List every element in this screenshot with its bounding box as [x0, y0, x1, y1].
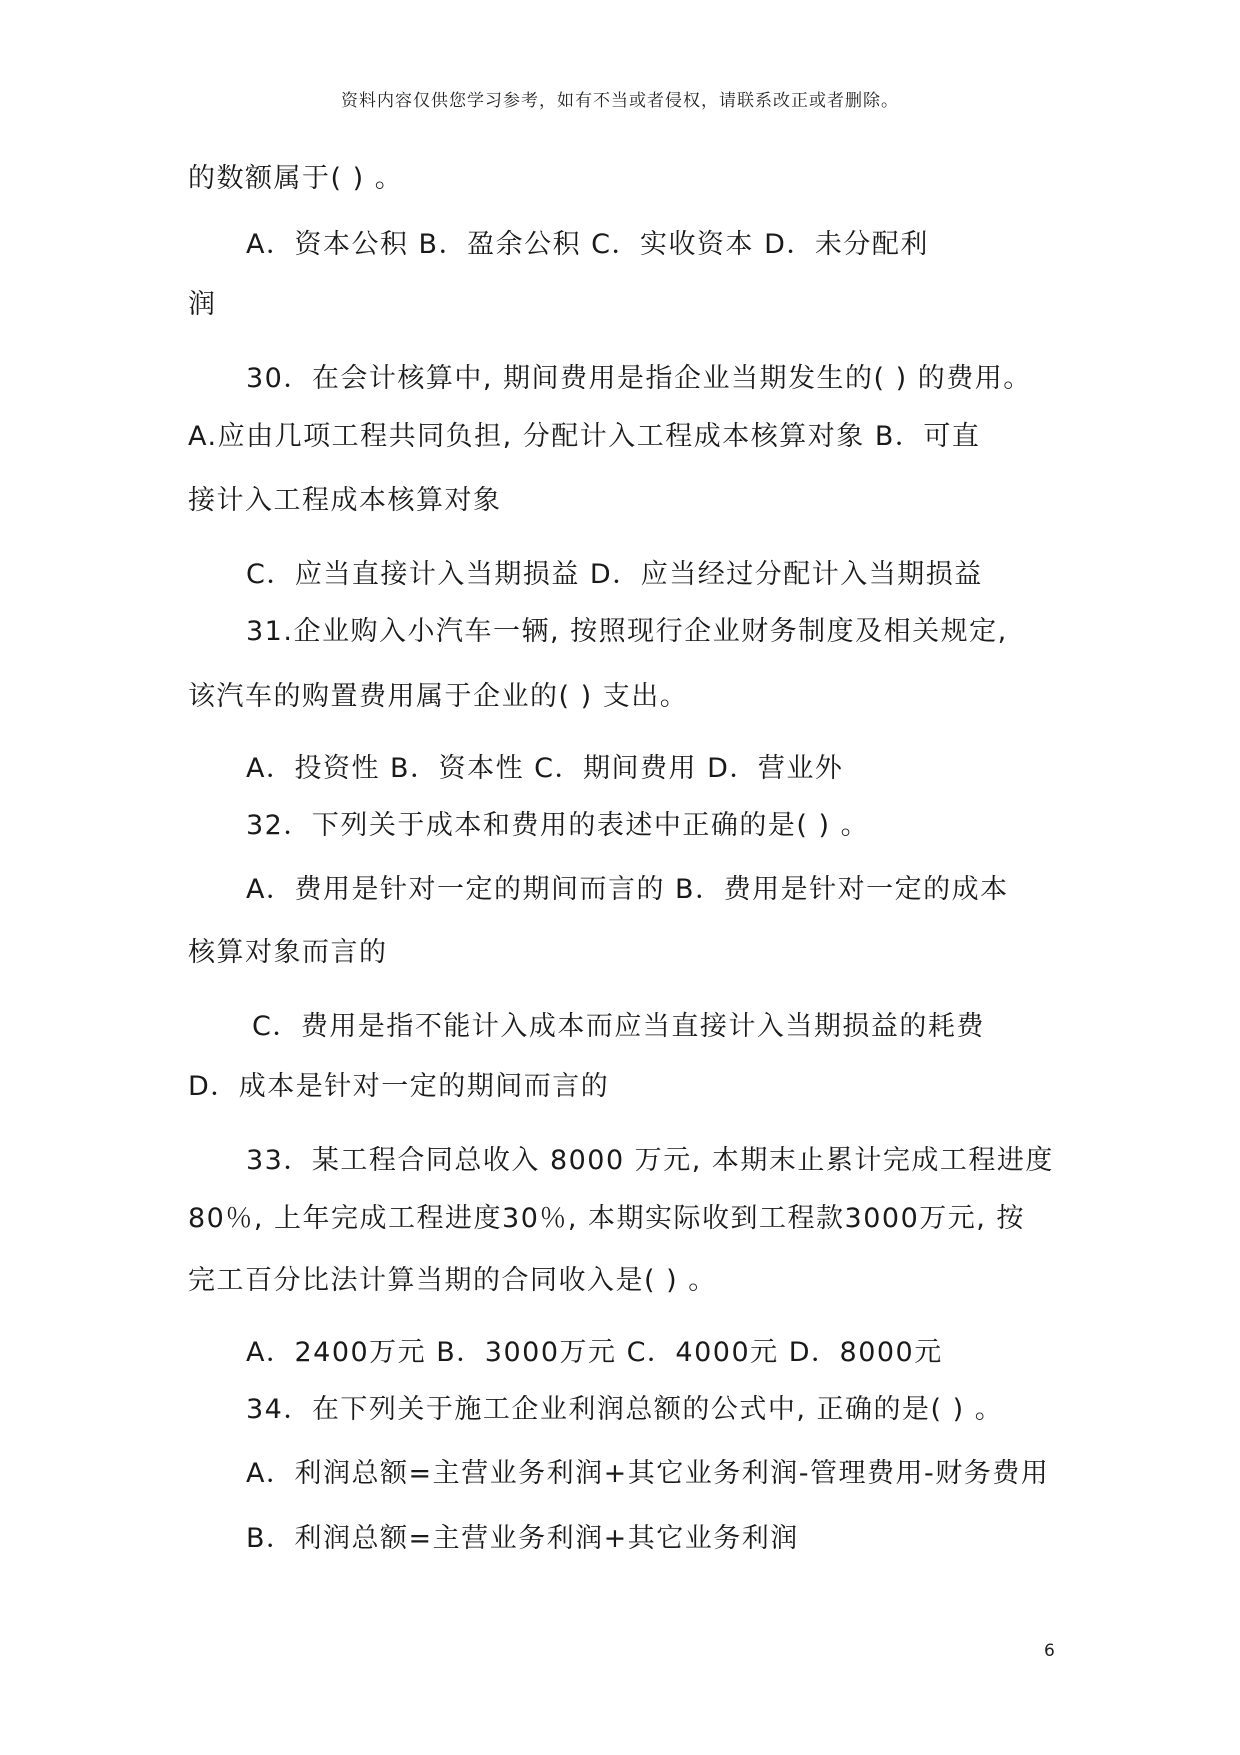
question-30-options-line1: A.应由几项工程共同负担, 分配计入工程成本核算对象 B．可直: [188, 421, 981, 452]
question-33-stem-line1: 33．某工程合同总收入 8000 万元, 本期末止累计完成工程进度: [246, 1145, 1054, 1176]
question-31-stem-line2: 该汽车的购置费用属于企业的( ) 支出。: [188, 681, 689, 712]
question-34-option-b: B．利润总额=主营业务利润+其它业务利润: [246, 1523, 799, 1554]
question-34-option-a: A．利润总额=主营业务利润+其它业务利润-管理费用-财务费用: [246, 1458, 1050, 1489]
question-32-options-line4: D．成本是针对一定的期间而言的: [188, 1071, 610, 1102]
question-29-options: A．资本公积 B．盈余公积 C．实收资本 D．未分配利: [246, 229, 929, 260]
question-33-options: A．2400万元 B．3000万元 C．4000元 D．8000元: [246, 1337, 943, 1368]
question-30-stem: 30．在会计核算中, 期间费用是指企业当期发生的( ) 的费用。: [246, 363, 1032, 394]
question-29-stem-end: 的数额属于( ) 。: [188, 163, 404, 194]
question-31-stem-line1: 31.企业购入小汽车一辆, 按照现行企业财务制度及相关规定,: [246, 616, 1008, 647]
question-33-stem-line3: 完工百分比法计算当期的合同收入是( ) 。: [188, 1265, 717, 1296]
question-32-options-line3: C．费用是指不能计入成本而应当直接计入当期损益的耗费: [252, 1011, 985, 1042]
question-30-options-line3: C．应当直接计入当期损益 D．应当经过分配计入当期损益: [246, 559, 983, 590]
question-30-options-line2: 接计入工程成本核算对象: [188, 485, 502, 516]
question-32-stem: 32．下列关于成本和费用的表述中正确的是( ) 。: [246, 810, 870, 841]
question-32-options-line1: A．费用是针对一定的期间而言的 B．费用是针对一定的成本: [246, 874, 1009, 905]
copyright-notice: 资料内容仅供您学习参考，如有不当或者侵权，请联系改正或者删除。: [341, 91, 899, 111]
question-34-stem: 34．在下列关于施工企业利润总额的公式中, 正确的是( ) 。: [246, 1394, 1004, 1425]
question-33-stem-line2: 80％, 上年完成工程进度30％, 本期实际收到工程款3000万元, 按: [188, 1203, 1025, 1234]
question-29-options-wrap: 润: [188, 289, 217, 320]
page-number: 6: [1044, 1641, 1055, 1661]
question-32-options-line2: 核算对象而言的: [188, 937, 388, 968]
question-31-options: A．投资性 B．资本性 C．期间费用 D．营业外: [246, 753, 844, 784]
